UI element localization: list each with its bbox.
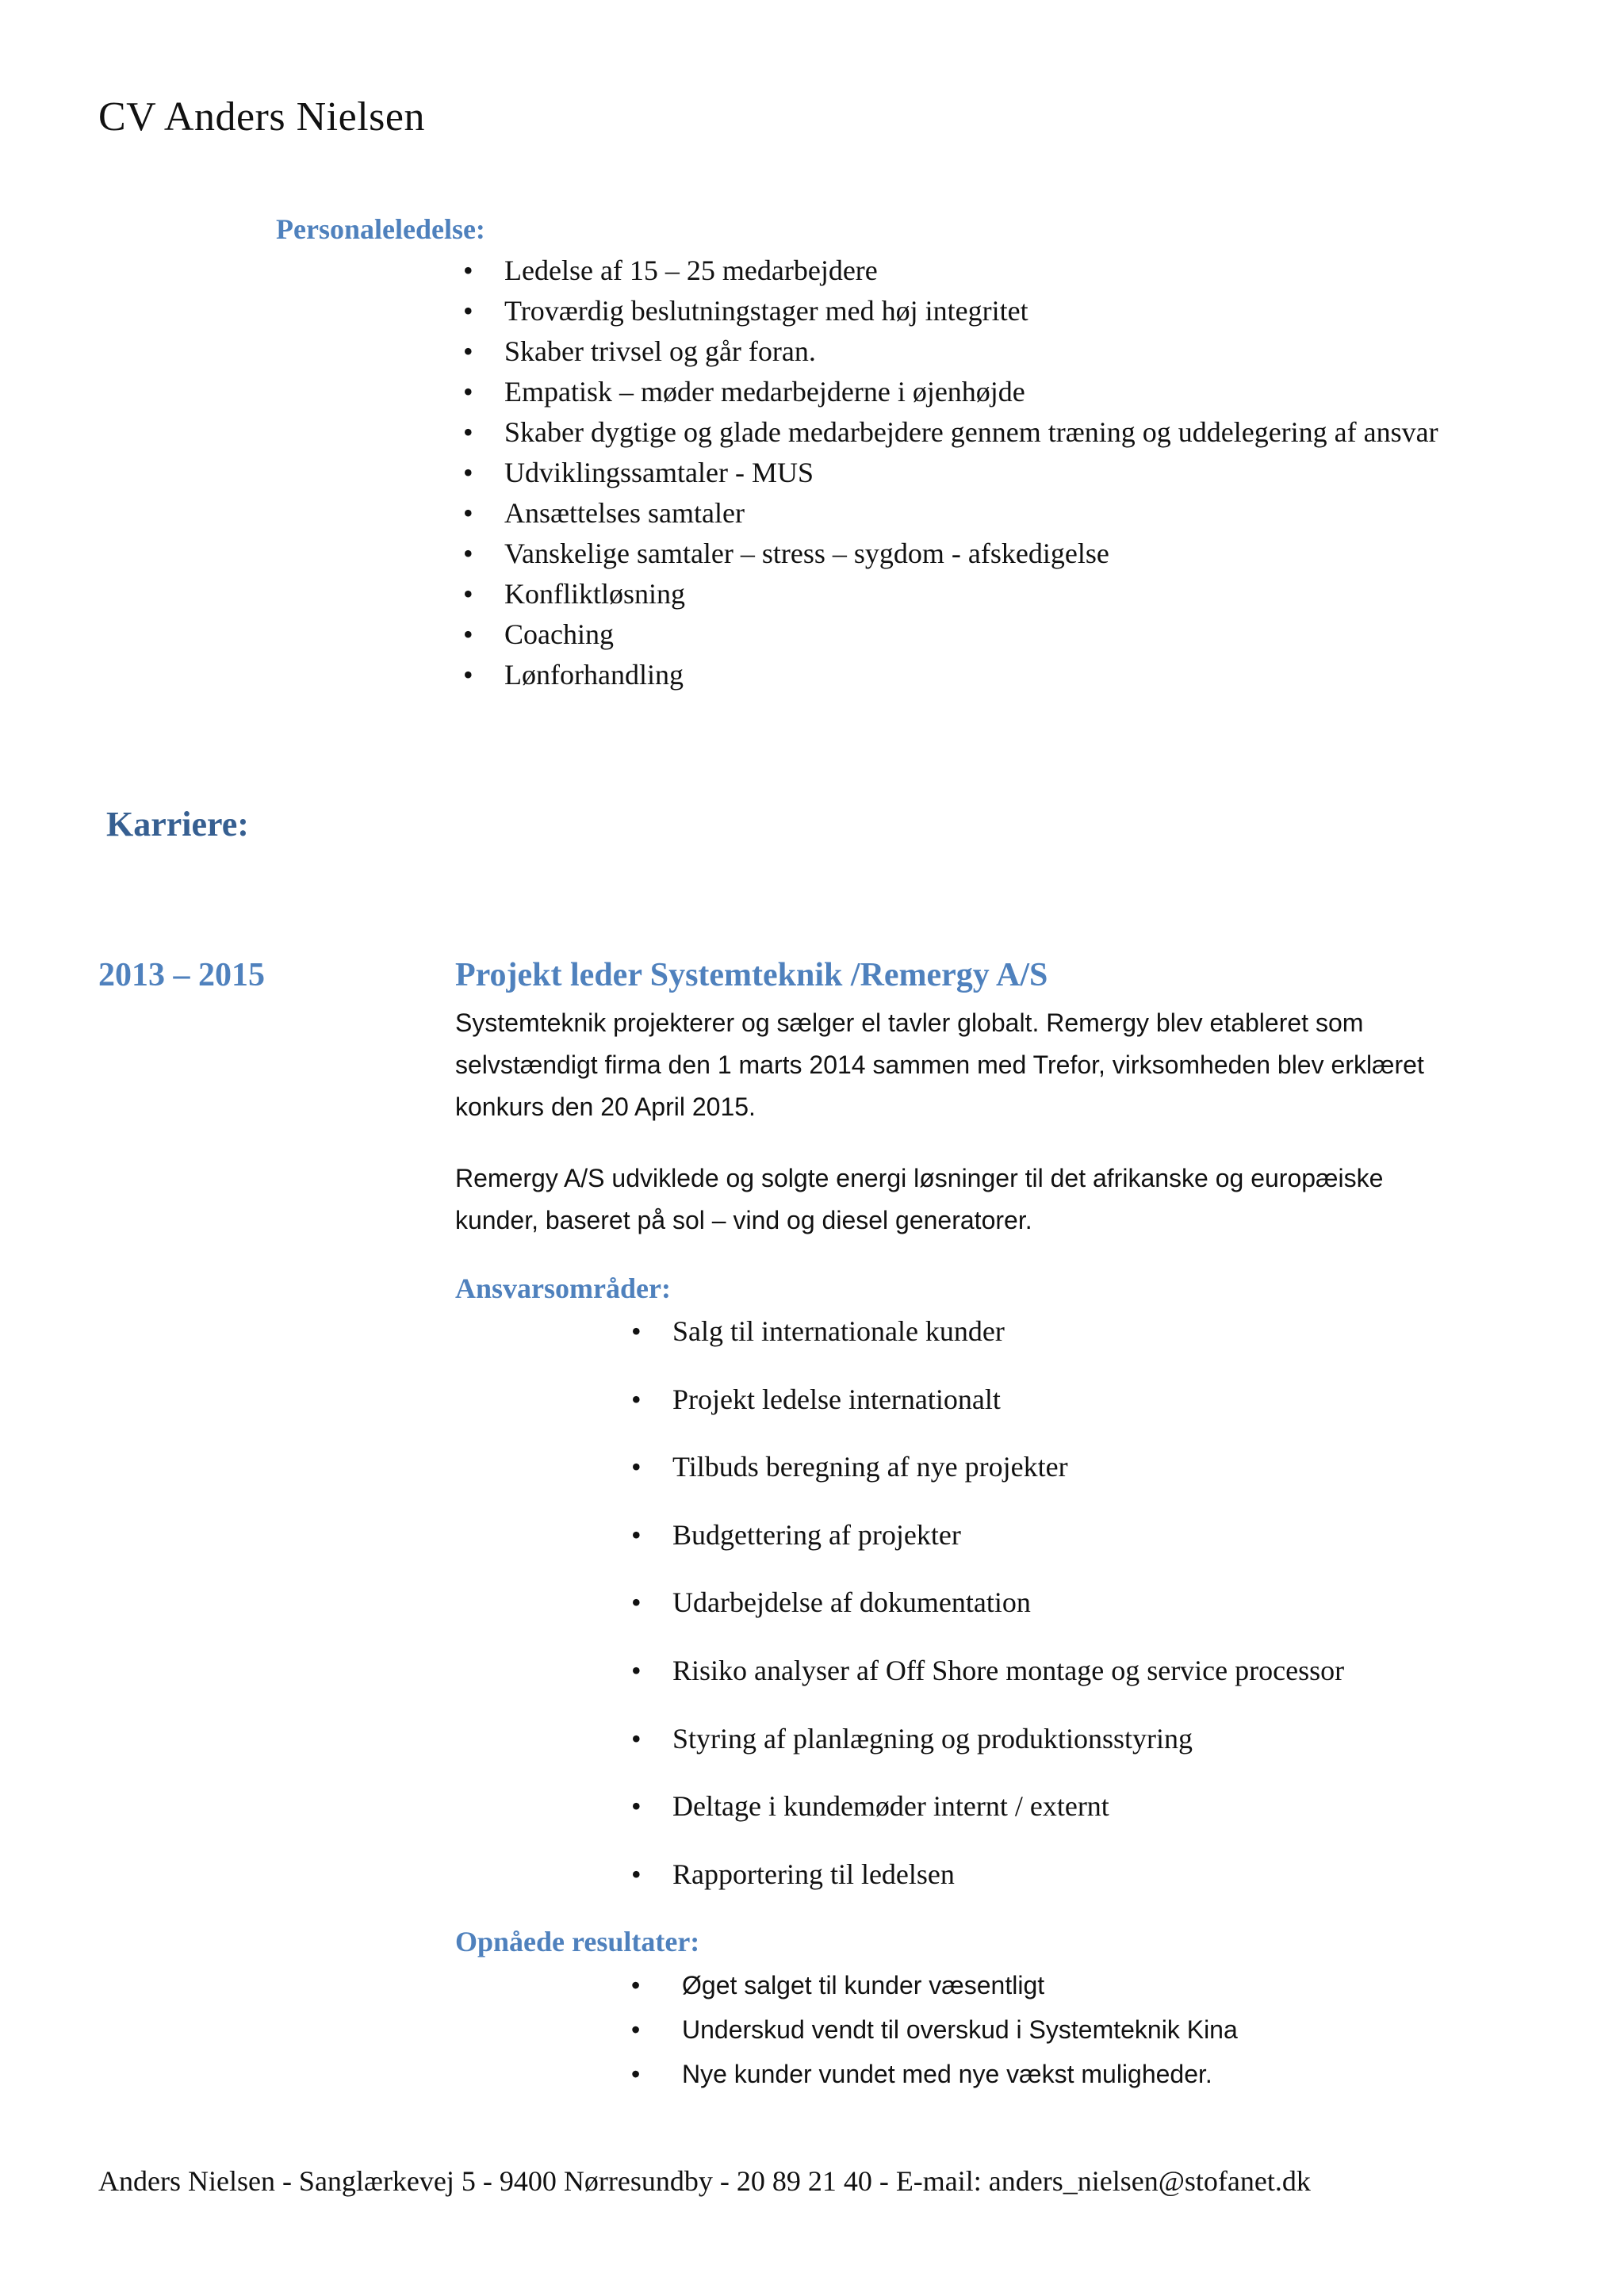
page-title: CV Anders Nielsen <box>98 94 425 140</box>
bullet: • <box>631 2015 641 2044</box>
list-item: • Troværdig beslutningstager med høj integritet <box>504 291 1440 331</box>
list-item: • Lønforhandling <box>504 655 1440 695</box>
bullet: • <box>463 295 473 327</box>
bullet: • <box>463 578 473 610</box>
bullet: • <box>631 1722 642 1755</box>
list-item: • Budgettering af projekter <box>672 1515 1465 1556</box>
bullet: • <box>631 1971 641 1999</box>
list-item: • Udarbejdelse af dokumentation <box>672 1582 1465 1623</box>
job-description-paragraph: Systemteknik projekterer og sælger el tavler globalt. Remergy blev etableret som selvstændigt firma den 1 marts 2014 sammen med Trefor, virksomheden blev erklæret konkurs den 20 April 2015. <box>455 1008 1424 1121</box>
bullet: • <box>463 538 473 569</box>
personale-list <box>463 251 1440 695</box>
job-period: 2013 – 2015 <box>98 957 265 993</box>
list-item: • Salg til internationale kunder <box>672 1311 1465 1352</box>
bullet: • <box>463 457 473 488</box>
bullet: • <box>631 1790 642 1823</box>
responsibilities-list <box>631 1311 1465 1922</box>
list-item: • Coaching <box>504 614 1440 655</box>
list-item: • Ansættelses samtaler <box>504 493 1440 534</box>
list-item: • Empatisk – møder medarbejderne i øjenhøjde <box>504 372 1440 412</box>
list-item: • Øget salget til kunder væsentligt <box>682 1963 1475 2007</box>
personale-heading: Personaleledelse: <box>276 213 485 245</box>
bullet: • <box>463 659 473 691</box>
list-item: • Nye kunder vundet med nye vækst muligheder. <box>682 2052 1475 2096</box>
list-item: • Konfliktløsning <box>504 574 1440 614</box>
bullet: • <box>463 618 473 650</box>
responsibilities-heading: Ansvarsområder: <box>455 1272 671 1304</box>
bullet: • <box>463 497 473 529</box>
bullet: • <box>463 254 473 286</box>
bullet: • <box>631 1586 642 1619</box>
bullet: • <box>463 376 473 408</box>
bullet: • <box>463 335 473 367</box>
list-item: • Udviklingssamtaler - MUS <box>504 453 1440 493</box>
list-item: • Projekt ledelse internationalt <box>672 1380 1465 1420</box>
list-item: • Skaber dygtige og glade medarbejdere gennem træning og uddelegering af ansvar <box>504 412 1440 453</box>
bullet: • <box>631 1518 642 1551</box>
list-item: • Risiko analyser af Off Shore montage og service processor <box>672 1651 1465 1691</box>
list-item: • Tilbuds beregning af nye projekter <box>672 1447 1465 1487</box>
list-item: • Deltage i kundemøder internt / externt <box>672 1786 1465 1827</box>
list-item: • Skaber trivsel og går foran. <box>504 331 1440 372</box>
job-title: Projekt leder Systemteknik /Remergy A/S <box>455 957 1048 993</box>
list-item: • Underskud vendt til overskud i Systemteknik Kina <box>682 2007 1475 2052</box>
footer-contact: Anders Nielsen - Sanglærkevej 5 - 9400 Nørresundby - 20 89 21 40 - E-mail: anders_nielsen@stofanet.dk <box>98 2165 1311 2197</box>
results-heading: Opnåede resultater: <box>455 1926 700 1957</box>
bullet: • <box>631 1451 642 1483</box>
bullet: • <box>631 1315 642 1347</box>
karriere-heading: Karriere: <box>106 805 249 844</box>
bullet: • <box>631 1654 642 1686</box>
list-item: • Styring af planlægning og produktionsstyring <box>672 1719 1465 1759</box>
job-description-paragraph: Remergy A/S udviklede og solgte energi løsninger til det afrikanske og europæiske kunder, baseret på sol – vind og diesel generatorer. <box>455 1164 1384 1234</box>
list-item: • Ledelse af 15 – 25 medarbejdere <box>504 251 1440 291</box>
bullet: • <box>463 416 473 448</box>
bullet: • <box>631 1858 642 1890</box>
bullet: • <box>631 1383 642 1415</box>
results-list <box>631 1963 1475 2096</box>
list-item: • Rapportering til ledelsen <box>672 1854 1465 1895</box>
list-item: • Vanskelige samtaler – stress – sygdom - afskedigelse <box>504 534 1440 574</box>
bullet: • <box>631 2060 641 2088</box>
